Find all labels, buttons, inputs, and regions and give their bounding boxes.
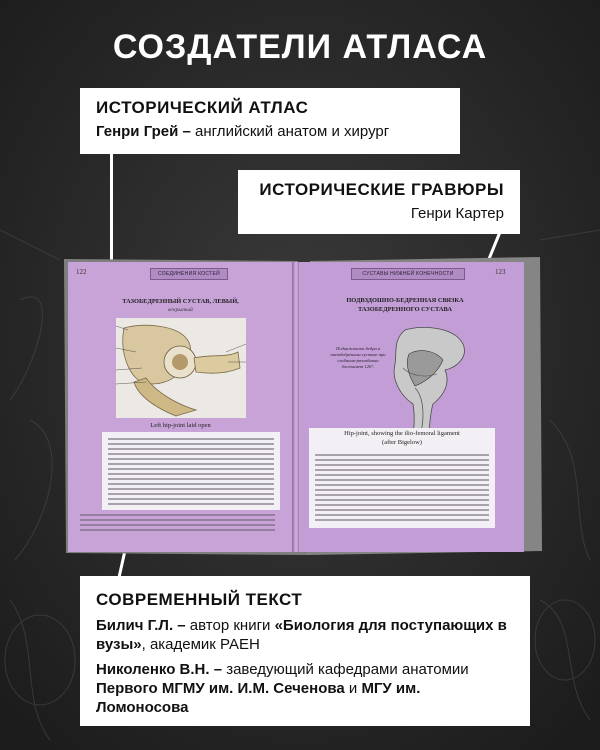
hip-joint-illustration [116, 318, 246, 418]
right-page-header: СУСТАВЫ НИЖНЕЙ КОНЕЧНОСТИ [351, 268, 465, 280]
nikolenko-university-2: МГУ им. Ломоносова [96, 680, 421, 716]
engravings-title: ИСТОРИЧЕСКИЕ ГРАВЮРЫ [259, 180, 504, 199]
gray-description: английский анатом и хирург [190, 123, 390, 140]
gray-name: Генри Грей – [96, 123, 191, 140]
engravings-card [238, 170, 520, 234]
modern-text-title: СОВРЕМЕННЫЙ ТЕКСТ [96, 590, 303, 609]
right-body-text-box [309, 428, 495, 528]
bilich-desc: автор книги [185, 617, 275, 634]
book-left-page [68, 262, 293, 552]
left-body-text [108, 438, 274, 508]
nikolenko-name: Николенко В.Н. – [96, 661, 223, 678]
left-page-subtitle: вскрытый [168, 307, 193, 313]
left-page-title: ТАЗОБЕДРЕННЫЙ СУСТАВ, ЛЕВЫЙ, [122, 298, 239, 305]
right-side-note: Подвижность бедра в тазобедренном суставе при сгибании-разгибании достигает 120°. [330, 346, 386, 369]
femur-ligament-illustration [385, 324, 471, 444]
bilich-book: «Биология для поступающих в вузы» [96, 617, 507, 653]
bilich-title: , академик РАЕН [141, 636, 260, 653]
nikolenko-credit [96, 660, 514, 717]
right-page-title: ПОДВЗДОШНО-БЕДРЕННАЯ СВЯЗКА ТАЗОБЕДРЕННОГО СУСТАВА [346, 297, 464, 313]
historical-atlas-title: ИСТОРИЧЕСКИЙ АТЛАС [96, 98, 309, 117]
historical-atlas-card [80, 88, 460, 154]
bilich-credit [96, 616, 514, 654]
right-page-number: 123 [495, 268, 506, 276]
right-figure-caption: Hip-joint, showing the ilio-femoral ligament [344, 430, 460, 437]
right-body-text [315, 454, 489, 524]
left-page-number: 122 [76, 268, 87, 276]
historical-atlas-author [96, 123, 444, 140]
right-figure-caption-source: (after Bigelow) [382, 439, 422, 446]
bilich-name: Билич Г.Л. – [96, 617, 186, 634]
book-right-page [299, 262, 524, 552]
modern-text-card [80, 576, 530, 726]
nikolenko-and: и [344, 680, 362, 697]
left-page-header: СОЕДИНЕНИЯ КОСТЕЙ [150, 268, 228, 280]
page-title: СОЗДАТЕЛИ АТЛАСА [112, 28, 488, 66]
left-footnote-text [80, 514, 275, 534]
engravings-author: Генри Картер [410, 205, 504, 222]
nikolenko-desc: заведующий кафедрами анатомии [222, 661, 469, 678]
left-body-text-box [102, 432, 280, 510]
nikolenko-university-1: Первого МГМУ им. И.М. Сеченова [96, 680, 345, 697]
left-figure-caption: Left hip-joint laid open [150, 422, 211, 429]
